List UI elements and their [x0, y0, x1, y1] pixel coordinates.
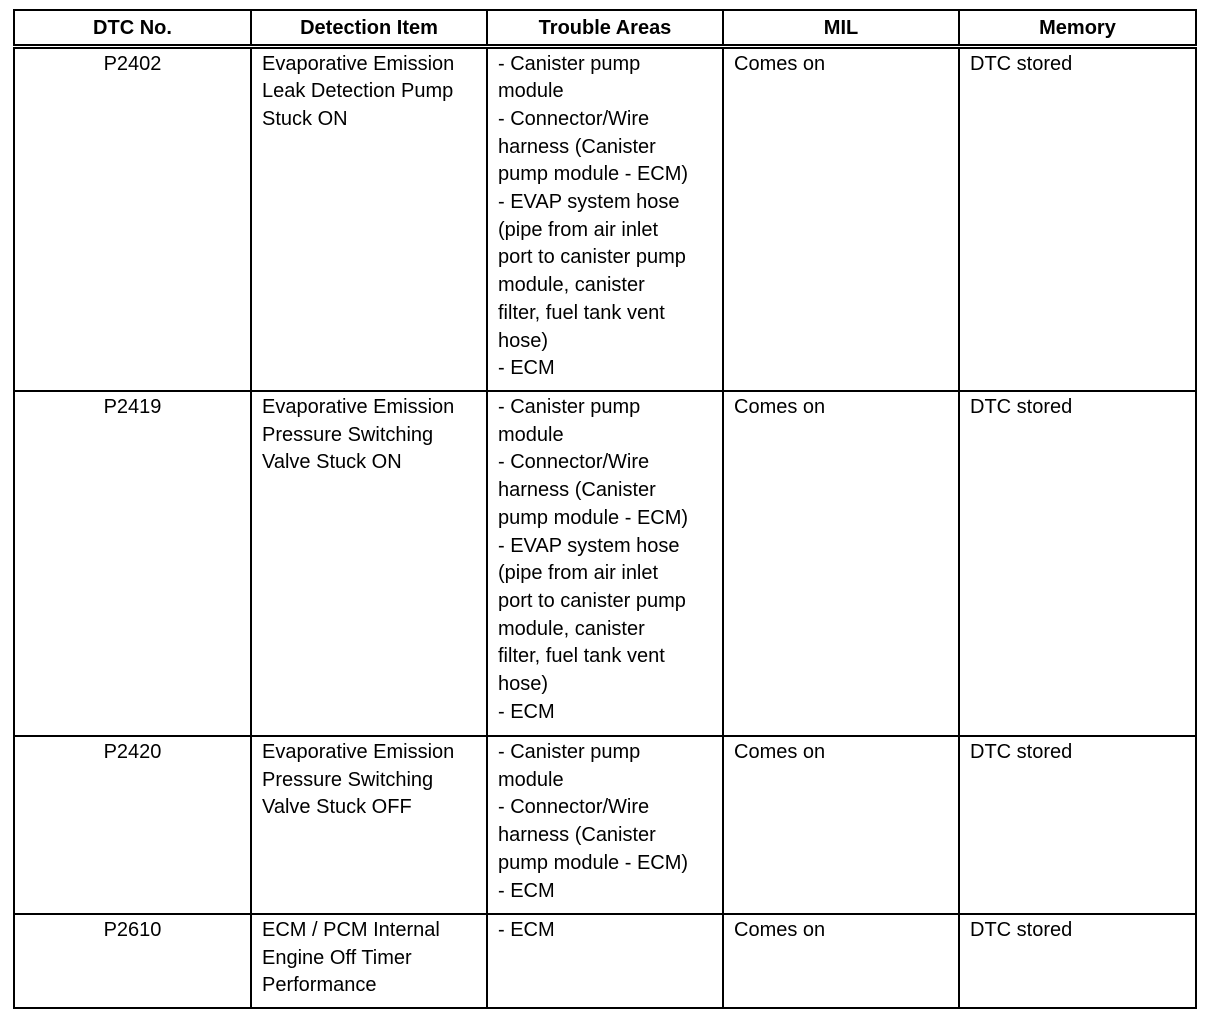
mil-status: Comes on: [734, 741, 826, 763]
trouble-areas-cell: [487, 914, 723, 1008]
dtc-code-cell: [14, 46, 251, 391]
trouble-areas-cell: [487, 46, 723, 391]
memory-cell: [959, 914, 1196, 1008]
table-row: [14, 46, 1196, 391]
dtc-code-cell: [14, 736, 251, 914]
table-row: [14, 914, 1196, 1008]
table-row: [14, 736, 1196, 914]
table-row: [14, 391, 1196, 736]
memory-status: DTC stored: [970, 741, 1073, 763]
dtc-code: P2420: [103, 741, 162, 763]
detection-item: Evaporative Emission Leak Detection Pump Stuck ON: [262, 52, 455, 130]
detection-item: Evaporative Emission Pressure Switching Valve Stuck ON: [262, 396, 455, 474]
memory-status: DTC stored: [970, 52, 1073, 75]
detection-item: Evaporative Emission Pressure Switching Valve Stuck OFF: [262, 741, 455, 819]
dtc-code-cell: [14, 391, 251, 736]
memory-cell: [959, 391, 1196, 736]
memory-cell: [959, 736, 1196, 914]
trouble-areas: - ECM: [498, 919, 555, 941]
mil-cell: [723, 736, 959, 914]
dtc-code: P2610: [103, 919, 162, 941]
detection-item: ECM / PCM Internal Engine Off Timer Performance: [262, 919, 440, 997]
table-header: [14, 10, 1196, 46]
mil-cell: [723, 391, 959, 736]
dtc-code: P2419: [103, 396, 162, 418]
mil-cell: [723, 914, 959, 1008]
dtc-table: [13, 9, 1197, 1009]
dtc-code-cell: [14, 914, 251, 1008]
memory-status: DTC stored: [970, 396, 1073, 418]
dtc-code: P2402: [103, 52, 162, 75]
trouble-areas: - Canister pump module - Connector/Wire harness (Canister pump module - ECM) - EVAP system hose (pipe from air inlet port to canister pump module, canister filter, fuel tank vent hose) - ECM: [498, 52, 689, 380]
mil-status: Comes on: [734, 396, 826, 418]
header-detection-item: Detection Item: [251, 10, 487, 46]
mil-status: Comes on: [734, 52, 826, 75]
trouble-areas: - Canister pump module - Connector/Wire harness (Canister pump module - ECM) - ECM: [498, 741, 689, 902]
memory-cell: [959, 46, 1196, 391]
trouble-areas: - Canister pump module - Connector/Wire harness (Canister pump module - ECM) - EVAP system hose (pipe from air inlet port to canister pump module, canister filter, fuel tank vent hose) - ECM: [498, 396, 689, 723]
header-row: [14, 10, 1196, 46]
header-dtc-no: DTC No.: [14, 10, 251, 46]
header-memory: Memory: [959, 10, 1196, 46]
trouble-areas-cell: [487, 391, 723, 736]
table-body: [14, 46, 1196, 1008]
header-mil: MIL: [723, 10, 959, 46]
detection-item-cell: [251, 46, 487, 391]
detection-item-cell: [251, 736, 487, 914]
detection-item-cell: [251, 391, 487, 736]
trouble-areas-cell: [487, 736, 723, 914]
mil-cell: [723, 46, 959, 391]
header-trouble-areas: Trouble Areas: [487, 10, 723, 46]
memory-status: DTC stored: [970, 919, 1073, 941]
mil-status: Comes on: [734, 919, 826, 941]
detection-item-cell: [251, 914, 487, 1008]
